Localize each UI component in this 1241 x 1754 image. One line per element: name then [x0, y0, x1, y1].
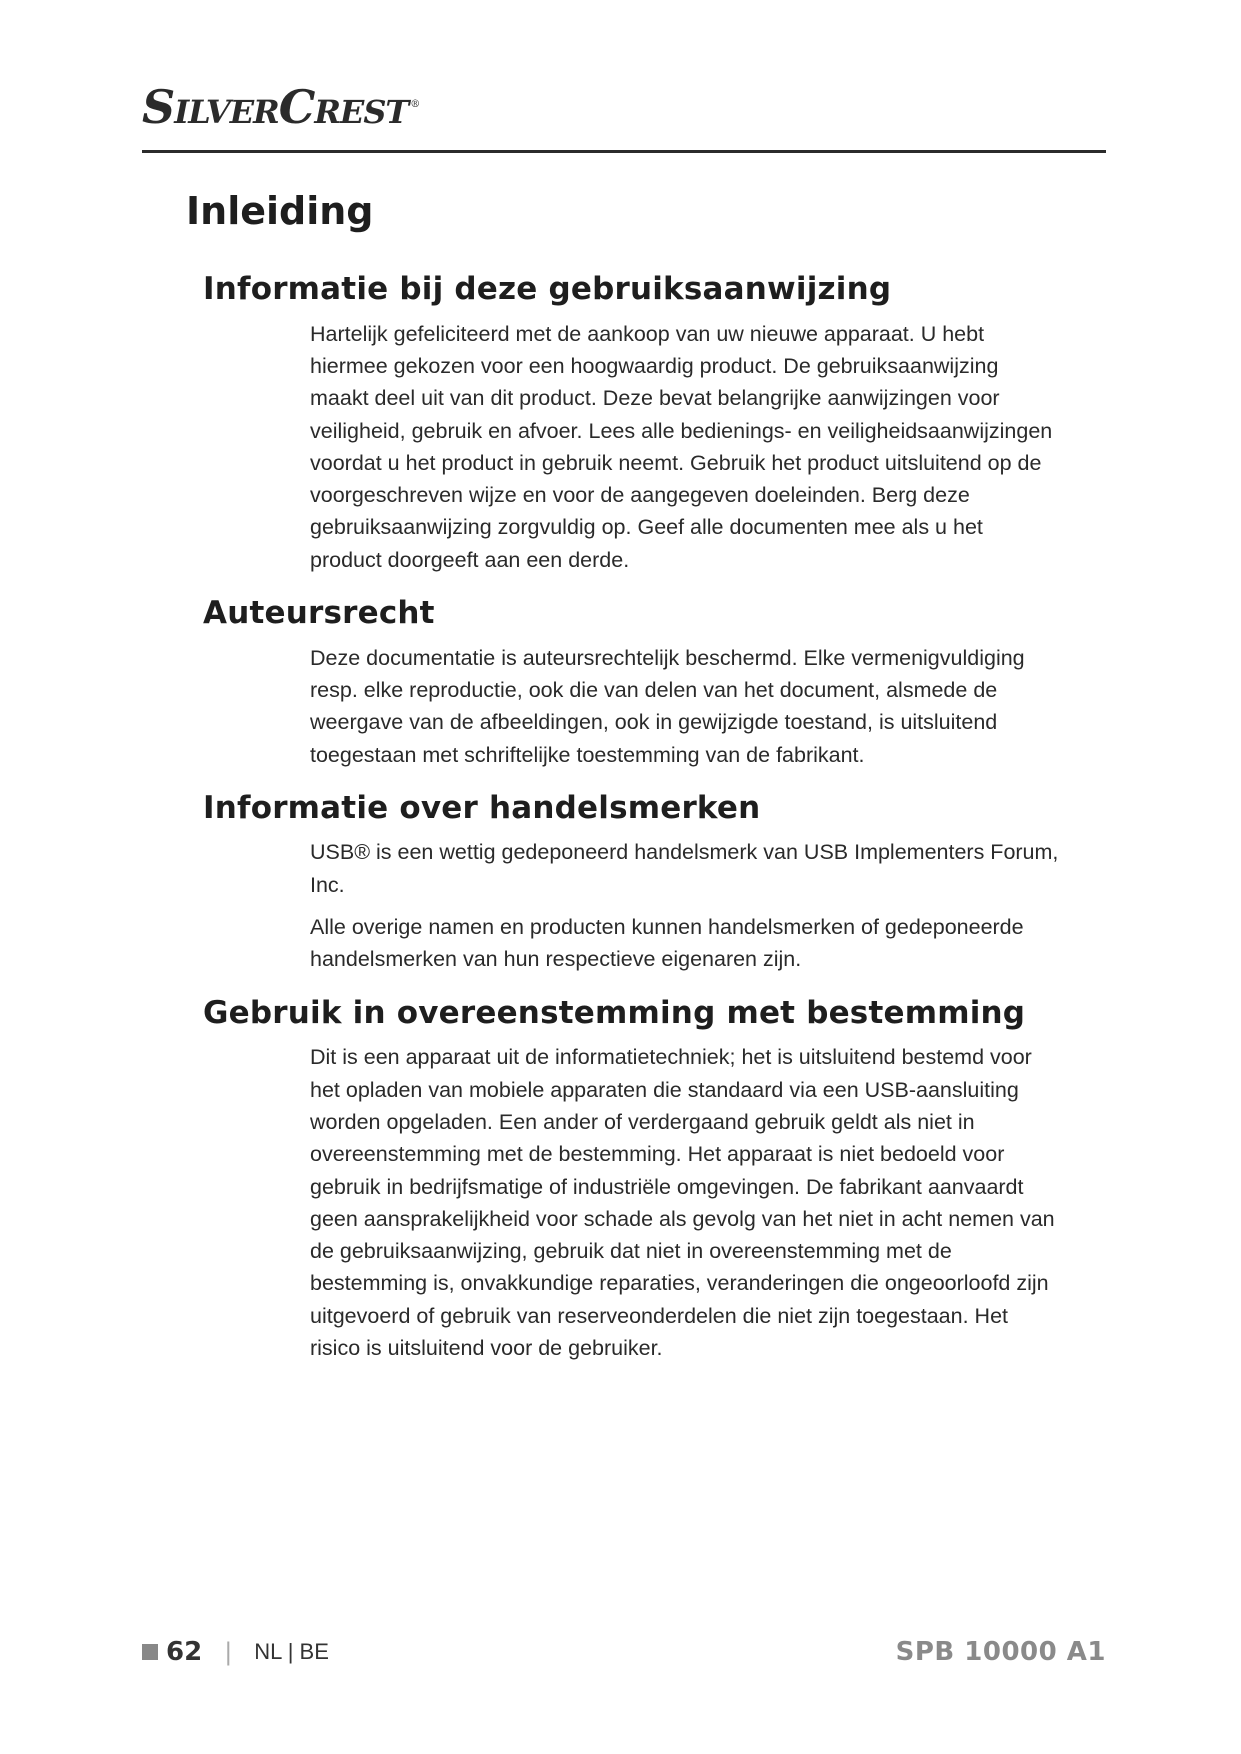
section-gebruiksaanwijzing-info [203, 272, 1063, 576]
section-heading: Informatie bij deze gebruiksaanwijzing [203, 271, 892, 307]
page-title: Inleiding [186, 189, 374, 233]
section-handelsmerken [203, 791, 1063, 976]
brand-logo-part1: Silver [142, 80, 279, 134]
header-rule [142, 150, 1106, 153]
square-marker-icon [142, 1644, 158, 1660]
section-heading: Auteursrecht [203, 595, 435, 632]
page-number: 62 [166, 1637, 203, 1667]
page-footer [142, 1634, 1106, 1670]
section-bestemming [203, 996, 1063, 1365]
section-heading: Gebruik in overeenstemming met bestemming [203, 994, 1026, 1031]
main-content [203, 272, 1063, 1384]
brand-logo-part2: Crest [278, 80, 409, 134]
language-code: NL | BE [254, 1639, 329, 1664]
paragraph: Hartelijk gefeliciteerd met de aankoop van uw nieuwe apparaat. U hebt hiermee gekozen voor een hoogwaardig product. De gebruiksaanwijzing maakt deel uit van dit product. Deze bevat belangrijke aanwijzingen voor veiligheid, gebruik en afvoer. Lees alle bedienings- en veiligheidsaanwijzingen voordat u het product in gebruik neemt. Gebruik het product uitsluitend op de voorgeschreven wijze en voor de aangegeven doeleinden. Berg deze gebruiksaanwijzing zorgvuldig op. Geef alle documenten mee als u het product doorgeeft aan een derde. [310, 321, 1053, 572]
footer-separator: | [224, 1638, 233, 1666]
brand-logo [142, 80, 420, 134]
registered-mark: ® [410, 98, 420, 110]
section-heading: Informatie over handelsmerken [203, 789, 761, 826]
paragraph: Dit is een apparaat uit de informatietechniek; het is uitsluitend bestemd voor het opladen van mobiele apparaten die standaard via een USB-aansluiting worden opgeladen. Een ander of verdergaand gebruik geldt als niet in overeenstemming met de bestemming. Het apparaat is niet bedoeld voor gebruik in bedrijfsmatige of industriële omgevingen. De fabrikant aanvaardt geen aansprakelijkheid voor schade als gevolg van het niet in acht nemen van de gebruiksaanwijzing, gebruik dat niet in overeenstemming met de bestemming is, onvakkundige reparaties, veranderingen die ongeoorloofd zijn uitgevoerd of gebruik van reserveonderdelen die niet zijn toegestaan. Het risico is uitsluitend voor de gebruiker. [310, 1045, 1055, 1360]
section-auteursrecht [203, 596, 1063, 771]
model-number: SPB 10000 A1 [895, 1637, 1106, 1667]
paragraph: Deze documentatie is auteursrechtelijk beschermd. Elke vermenigvuldiging resp. elke reproductie, ook die van delen van het document, alsmede de weergave van de afbeeldingen, ook in gewijzigde toestand, is uitsluitend toegestaan met schriftelijke toestemming van de fabrikant. [310, 645, 1025, 767]
paragraph: USB® is een wettig gedeponeerd handelsmerk van USB Implementers Forum, Inc. [310, 840, 1059, 897]
paragraph: Alle overige namen en producten kunnen handelsmerken of gedeponeerde handelsmerken van hun respectieve eigenaren zijn. [310, 915, 1024, 972]
